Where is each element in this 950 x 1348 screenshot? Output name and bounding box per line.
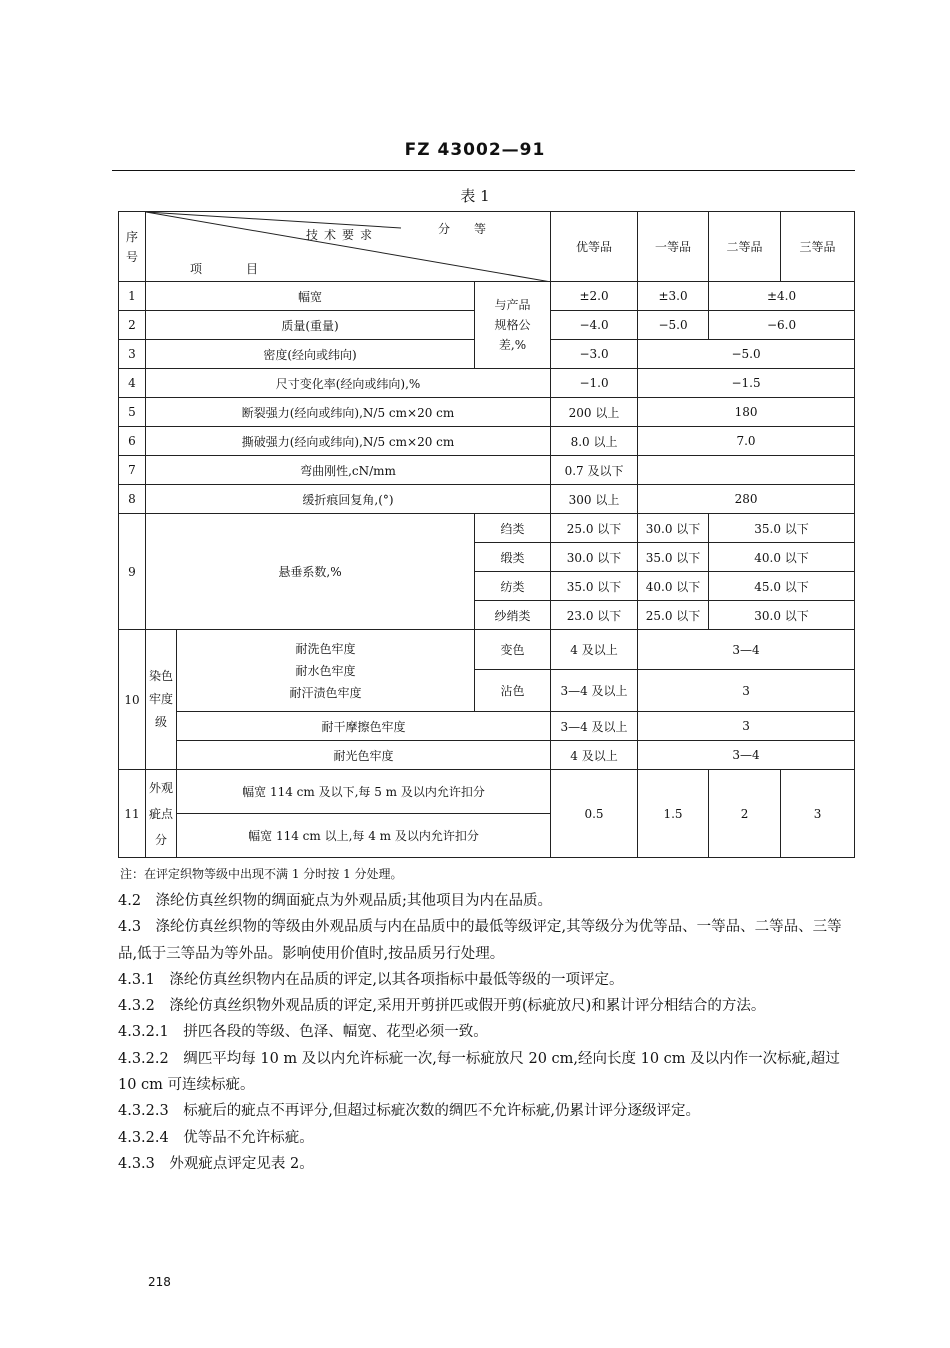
table-row <box>119 398 855 427</box>
value-cell: ±4.0 <box>709 282 855 311</box>
fastness-items <box>177 630 475 712</box>
value-cell: 3—4 及以上 <box>551 670 638 712</box>
paragraph: 4.3.1 涤纶仿真丝织物内在品质的评定,以其各项指标中最低等级的一项评定。 <box>118 971 624 988</box>
row-number: 7 <box>119 456 146 485</box>
row-number: 5 <box>119 398 146 427</box>
row-item: 尺寸变化率(经向或纬向),% <box>146 369 551 398</box>
group-label: 外观疵点分 <box>146 770 177 858</box>
value-cell: 30.0 以下 <box>709 601 855 630</box>
value-cell: 30.0 以下 <box>638 514 709 543</box>
row-item: 耐干摩擦色牢度 <box>177 712 551 741</box>
tolerance-label: 与产品规格公差,% <box>475 282 551 369</box>
sub-item: 绉类 <box>475 514 551 543</box>
paragraph: 4.3.2.2 绸匹平均每 10 m 及以内允许标疵一次,每一标疵放尺 20 cm,经向长度 10 cm 及以内作一次标疵,超过 10 cm 可连续标疵。 <box>118 1050 840 1094</box>
row-item: 断裂强力(经向或纬向),N/5 cm×20 cm <box>146 398 551 427</box>
grade-label: 分 等 <box>438 222 493 236</box>
value-cell: 3—4 及以上 <box>551 712 638 741</box>
value-cell: 40.0 以下 <box>709 543 855 572</box>
value-cell: 3—4 <box>638 741 855 770</box>
value-cell: 180 <box>638 398 855 427</box>
table-row <box>119 485 855 514</box>
row-item: 悬垂系数,% <box>146 514 475 630</box>
value-cell: 2 <box>709 770 781 858</box>
grade-header-2: 一等品 <box>638 212 709 282</box>
paragraph: 4.2 涤纶仿真丝织物的绸面疵点为外观品质;其他项目为内在品质。 <box>118 893 552 909</box>
sub-item: 缎类 <box>475 543 551 572</box>
tech-requirement-label: 技术要求 <box>306 228 379 242</box>
table-note: 注：在评定织物等级中出现不满 1 分时按 1 分处理。 <box>120 867 403 881</box>
value-cell: −1.5 <box>638 369 855 398</box>
value-cell: 25.0 以下 <box>551 514 638 543</box>
grade-header-4: 三等品 <box>781 212 855 282</box>
value-cell: 40.0 以下 <box>638 572 709 601</box>
row-item: 幅宽 <box>146 282 475 311</box>
sub-item: 纱绡类 <box>475 601 551 630</box>
table-row <box>119 369 855 398</box>
row-item: 弯曲刚性,cN/mm <box>146 456 551 485</box>
row-item: 幅宽 114 cm 及以下,每 5 m 及以内允许扣分 <box>177 770 551 814</box>
value-cell: ±2.0 <box>551 282 638 311</box>
fastness-item: 耐汗渍色牢度 <box>289 685 362 700</box>
seq-header: 序号 <box>119 212 146 282</box>
row-number: 3 <box>119 340 146 369</box>
value-cell: 0.5 <box>551 770 638 858</box>
table-caption: 表 1 <box>460 187 490 205</box>
paragraph: 4.3.3 外观疵点评定见表 2。 <box>118 1155 314 1172</box>
row-number: 8 <box>119 485 146 514</box>
value-cell: 35.0 以下 <box>709 514 855 543</box>
row-item: 幅宽 114 cm 以上,每 4 m 及以内允许扣分 <box>177 814 551 858</box>
page-number: 218 <box>148 1275 171 1289</box>
row-number: 6 <box>119 427 146 456</box>
sub-item: 纺类 <box>475 572 551 601</box>
table-row <box>119 630 855 670</box>
value-cell: −5.0 <box>638 311 709 340</box>
header-rule <box>112 170 855 171</box>
paragraph: 4.3.2.4 优等品不允许标疵。 <box>118 1129 314 1146</box>
fastness-item: 耐洗色牢度 <box>295 641 356 656</box>
value-cell: 4 及以上 <box>551 630 638 670</box>
table-1 <box>118 211 855 858</box>
row-number: 4 <box>119 369 146 398</box>
document-header: FZ 43002—91 <box>404 140 546 160</box>
row-number: 11 <box>119 770 146 858</box>
table-row <box>119 712 855 741</box>
value-cell: 280 <box>638 485 855 514</box>
table-row <box>119 427 855 456</box>
value-cell: 23.0 以下 <box>551 601 638 630</box>
row-number: 1 <box>119 282 146 311</box>
value-cell <box>638 456 855 485</box>
table-row <box>119 514 855 543</box>
value-cell: 0.7 及以下 <box>551 456 638 485</box>
value-cell: −1.0 <box>551 369 638 398</box>
value-cell: 8.0 以上 <box>551 427 638 456</box>
value-cell: 200 以上 <box>551 398 638 427</box>
row-item: 缓折痕回复角,(°) <box>146 485 551 514</box>
table-header-row <box>119 212 855 282</box>
value-cell: −5.0 <box>638 340 855 369</box>
value-cell: 3 <box>781 770 855 858</box>
value-cell: 3—4 <box>638 630 855 670</box>
sub-item: 沾色 <box>475 670 551 712</box>
diagonal-header-cell <box>146 212 551 282</box>
row-number: 9 <box>119 514 146 630</box>
value-cell: −6.0 <box>709 311 855 340</box>
value-cell: 25.0 以下 <box>638 601 709 630</box>
value-cell: 45.0 以下 <box>709 572 855 601</box>
value-cell: 1.5 <box>638 770 709 858</box>
value-cell: 35.0 以下 <box>551 572 638 601</box>
value-cell: 300 以上 <box>551 485 638 514</box>
paragraph: 4.3.2.3 标疵后的疵点不再评分,但超过标疵次数的绸匹不允许标疵,仍累计评分逐级评定。 <box>118 1103 700 1120</box>
row-item: 耐光色牢度 <box>177 741 551 770</box>
row-number: 10 <box>119 630 146 770</box>
table-row <box>119 456 855 485</box>
value-cell: 4 及以上 <box>551 741 638 770</box>
table-row <box>119 741 855 770</box>
paragraph: 4.3 涤纶仿真丝织物的等级由外观品质与内在品质中的最低等级评定,其等级分为优等品、一等品、二等品、三等品,低于三等品为等外品。影响使用价值时,按品质另行处理。 <box>118 919 842 962</box>
value-cell: 30.0 以下 <box>551 543 638 572</box>
body-text <box>118 888 858 1177</box>
row-number: 2 <box>119 311 146 340</box>
row-item: 质量(重量) <box>146 311 475 340</box>
fastness-item: 耐水色牢度 <box>295 663 356 678</box>
group-label: 染色牢度级 <box>146 630 177 770</box>
sub-item: 变色 <box>475 630 551 670</box>
grade-header-3: 二等品 <box>709 212 781 282</box>
table-row <box>119 770 855 814</box>
value-cell: 35.0 以下 <box>638 543 709 572</box>
row-item: 密度(经向或纬向) <box>146 340 475 369</box>
paragraph: 4.3.2 涤纶仿真丝织物外观品质的评定,采用开剪拼匹或假开剪(标疵放尺)和累计评分相结合的方法。 <box>118 998 766 1015</box>
item-label: 项 目 <box>190 262 275 276</box>
value-cell: 3 <box>638 712 855 741</box>
value-cell: −3.0 <box>551 340 638 369</box>
value-cell: ±3.0 <box>638 282 709 311</box>
value-cell: 7.0 <box>638 427 855 456</box>
value-cell: 3 <box>638 670 855 712</box>
value-cell: −4.0 <box>551 311 638 340</box>
paragraph: 4.3.2.1 拼匹各段的等级、色泽、幅宽、花型必须一致。 <box>118 1024 488 1041</box>
row-item: 撕破强力(经向或纬向),N/5 cm×20 cm <box>146 427 551 456</box>
grade-header-1: 优等品 <box>551 212 638 282</box>
table-row <box>119 282 855 311</box>
